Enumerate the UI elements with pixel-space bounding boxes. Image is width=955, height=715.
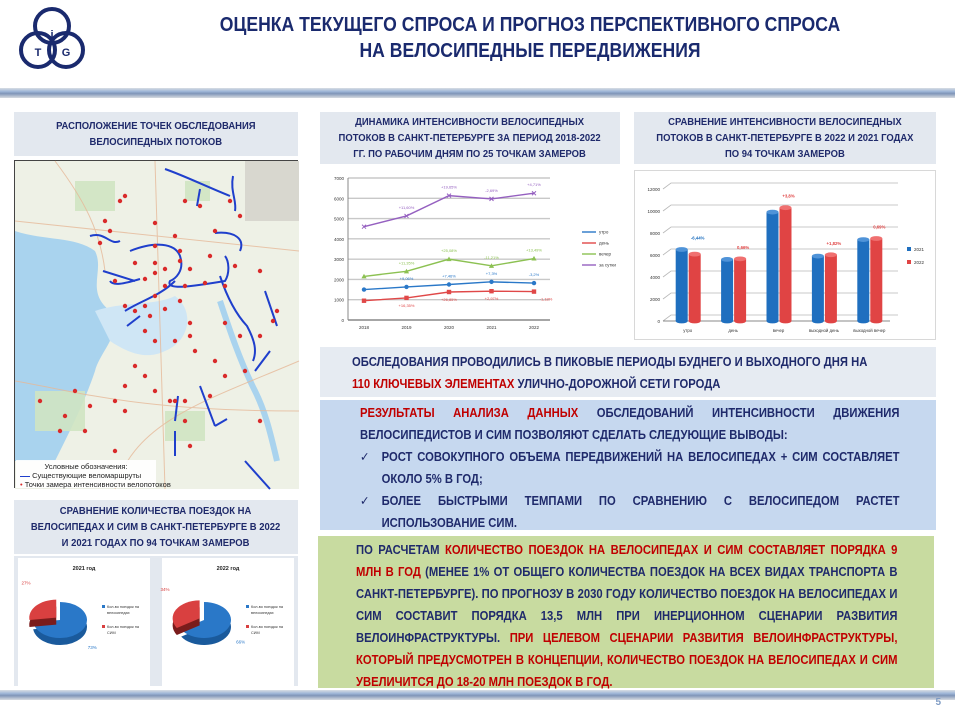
map-legend-title: Условные обозначения: xyxy=(44,462,128,471)
data-label: -2,69% xyxy=(485,187,498,193)
bar-top xyxy=(780,205,792,210)
data-label: +9,06% xyxy=(399,275,414,281)
legend-swatch xyxy=(102,625,105,628)
survey-point xyxy=(275,309,279,313)
route-line-icon xyxy=(20,476,30,477)
bar-base xyxy=(812,319,824,324)
page-title xyxy=(178,12,882,64)
data-point xyxy=(404,285,408,289)
bar-2022 xyxy=(780,208,792,321)
x-tick-label: утро xyxy=(683,328,693,333)
survey-points-map xyxy=(14,160,298,488)
legend-label: СИМ xyxy=(107,631,116,635)
pie-chart-2021 xyxy=(18,558,150,686)
data-label: +2,97% xyxy=(484,296,499,302)
pie-title-line2: ВЕЛОСИПЕДАХ И СИМ В САНКТ-ПЕТЕРБУРГЕ В 2022 xyxy=(31,521,281,533)
pie-title-line1: СРАВНЕНИЕ КОЛИЧЕСТВА ПОЕЗДОК НА xyxy=(60,505,252,517)
bar-title-line1: СРАВНЕНИЕ ИНТЕНСИВНОСТИ ВЕЛОСИПЕДНЫХ xyxy=(668,116,902,128)
bar-2022 xyxy=(870,239,882,322)
survey-point xyxy=(118,199,122,203)
legend-label: Кол-во поездок на xyxy=(251,625,283,629)
survey-point xyxy=(83,429,87,433)
y-tick-label: 4000 xyxy=(649,275,660,280)
map-legend-routes xyxy=(20,471,152,480)
survey-point xyxy=(213,359,217,363)
checkmark-icon: ✓ xyxy=(360,494,370,508)
legend-swatch xyxy=(246,605,249,608)
survey-point xyxy=(133,364,137,368)
map-panel-title xyxy=(14,112,298,156)
legend-label: день xyxy=(599,240,609,246)
survey-point xyxy=(258,269,262,273)
survey-point xyxy=(223,321,227,325)
peak-note-line1: ОБСЛЕДОВАНИЯ ПРОВОДИЛИСЬ В ПИКОВЫЕ ПЕРИОДЫ БУДНЕГО И ВЫХОДНОГО ДНЯ НА xyxy=(352,355,868,369)
survey-periods-note xyxy=(320,347,936,397)
y-tick-label: 3000 xyxy=(333,257,344,263)
survey-point xyxy=(163,307,167,311)
results-bullet-text: БОЛЕЕ БЫСТРЫМИ ТЕМПАМИ ПО СРАВНЕНИЮ С ВЕЛОСИПЕДОМ РАСТЕТ ИСПОЛЬЗОВАНИЕ СИМ. xyxy=(381,494,900,530)
map-park xyxy=(165,411,205,441)
survey-point xyxy=(133,261,137,265)
y-tick-label: 6000 xyxy=(333,196,344,202)
x-tick-label: день xyxy=(728,328,738,333)
survey-point xyxy=(98,241,102,245)
pie-value-label: 66% xyxy=(236,639,246,645)
y-tick-label: 8000 xyxy=(649,231,660,236)
bar-2022 xyxy=(825,255,837,321)
bar-base xyxy=(780,319,792,324)
survey-point xyxy=(153,339,157,343)
pie-title: 2021 год xyxy=(72,566,96,572)
data-point xyxy=(362,299,366,303)
survey-point xyxy=(238,214,242,218)
survey-point xyxy=(223,374,227,378)
survey-point xyxy=(208,394,212,398)
logo-letter-t: T xyxy=(34,47,42,59)
data-label: +7,3% xyxy=(485,270,498,276)
bar-annotation: -6,44% xyxy=(690,235,705,241)
bar-panel-title xyxy=(634,112,936,164)
survey-point xyxy=(188,267,192,271)
survey-point xyxy=(143,374,147,378)
survey-point xyxy=(183,199,187,203)
legend-swatch xyxy=(246,625,249,628)
x-tick-label: 2019 xyxy=(401,325,412,330)
legend-label: 2021 xyxy=(914,247,925,252)
survey-point xyxy=(243,369,247,373)
legend-label: СИМ xyxy=(251,631,260,635)
line-chart xyxy=(318,170,628,335)
map-legend-routes-label: Существующие веломаршруты xyxy=(32,471,142,480)
survey-point xyxy=(213,229,217,233)
bar-base xyxy=(676,319,688,324)
map-legend-points-label: Точки замера интенсивности велопотоков xyxy=(24,480,171,489)
y-tick-label: 1000 xyxy=(333,297,344,303)
page-number: 5 xyxy=(935,697,941,708)
survey-point xyxy=(38,399,42,403)
legend-label: вечер xyxy=(599,251,612,257)
survey-point xyxy=(173,234,177,238)
survey-point xyxy=(58,429,62,433)
survey-point xyxy=(148,314,152,318)
map-park xyxy=(35,391,85,431)
peak-note-highlight: 110 КЛЮЧЕВЫХ ЭЛЕМЕНТАХ xyxy=(352,377,515,391)
bar-top xyxy=(825,252,837,257)
survey-point xyxy=(223,284,227,288)
y-tick-label: 2000 xyxy=(333,277,344,283)
legend-label: Кол-во поездок на xyxy=(107,605,139,609)
logo-letter-i: i xyxy=(50,29,54,41)
survey-point xyxy=(143,304,147,308)
pie-panel-body xyxy=(14,556,298,686)
bar-annotation: +3,8% xyxy=(782,193,795,199)
survey-point xyxy=(188,334,192,338)
map-title-line1: РАСПОЛОЖЕНИЕ ТОЧЕК ОБСЛЕДОВАНИЯ xyxy=(56,120,256,132)
map-park xyxy=(75,181,115,211)
bar-top xyxy=(734,256,746,261)
bar-base xyxy=(734,319,746,324)
survey-point xyxy=(173,399,177,403)
bar-top xyxy=(857,237,869,242)
bar-2021 xyxy=(812,256,824,321)
survey-point xyxy=(113,449,117,453)
line-panel-title xyxy=(320,112,620,164)
data-point xyxy=(532,281,536,285)
survey-point xyxy=(73,389,77,393)
data-label: +11,60% xyxy=(398,204,415,210)
data-label: -3,2% xyxy=(528,272,540,278)
survey-point xyxy=(133,309,137,313)
itg-logo xyxy=(12,4,92,74)
bar-annotation: 0,69% xyxy=(873,224,886,230)
bar-2021 xyxy=(721,259,733,321)
legend-swatch xyxy=(102,605,105,608)
x-tick-label: выходной вечер xyxy=(853,328,886,333)
data-point xyxy=(532,289,536,293)
x-tick-label: 2020 xyxy=(443,325,455,330)
y-tick-label: 2000 xyxy=(649,297,660,302)
data-label: +11,35% xyxy=(398,260,415,266)
bar-2022 xyxy=(734,259,746,321)
survey-point xyxy=(163,284,167,288)
pie-chart-2022 xyxy=(162,558,294,686)
y-tick-label: 12000 xyxy=(647,187,660,192)
survey-point xyxy=(153,261,157,265)
survey-point xyxy=(123,194,127,198)
x-tick-label: 2022 xyxy=(528,325,540,330)
bar-top xyxy=(689,252,701,257)
survey-point xyxy=(188,321,192,325)
y-tick-label: 10000 xyxy=(647,209,660,214)
peak-note-rest: УЛИЧНО-ДОРОЖНОЙ СЕТИ ГОРОДА xyxy=(514,377,721,391)
x-tick-label: 2021 xyxy=(486,325,497,330)
forecast-highlight: ПРИ ЦЕЛЕВОМ СЦЕНАРИИ РАЗВИТИЯ ВЕЛОИНФРАСТРУКТУРЫ, КОТОРЫЙ ПРЕДУСМОТРЕН В КОНЦЕПЦИИ, КОЛИЧЕСТВО ПОЕЗДОК НА ВЕЛОСИПЕДАХ И СИМ УВЕЛИЧИТСЯ ДО 18-20 МЛН ПОЕЗДОК В ГОД. xyxy=(356,631,898,689)
bar-base xyxy=(721,319,733,324)
legend-swatch xyxy=(907,247,911,251)
checkmark-icon: ✓ xyxy=(360,450,370,464)
legend-swatch xyxy=(907,260,911,264)
pie-value-label: 34% xyxy=(160,586,170,592)
x-tick-label: вечер xyxy=(772,328,785,333)
peak-note-line2 xyxy=(352,373,905,395)
gridline xyxy=(663,183,898,189)
bar-top xyxy=(870,236,882,241)
survey-point xyxy=(108,229,112,233)
survey-point xyxy=(178,259,182,263)
survey-point xyxy=(271,319,275,323)
y-tick-label: 0 xyxy=(657,319,660,324)
survey-point xyxy=(88,404,92,408)
results-intro xyxy=(360,402,899,446)
results-highlight: РЕЗУЛЬТАТЫ АНАЛИЗА ДАННЫХ xyxy=(360,406,579,420)
logo-letter-g: G xyxy=(61,47,71,59)
data-label: +16,35% xyxy=(398,302,415,308)
legend-label: 2022 xyxy=(914,260,925,265)
bar-base xyxy=(870,319,882,324)
data-label: +7,46% xyxy=(442,273,456,279)
bar-annotation: +1,82% xyxy=(826,240,842,246)
survey-point xyxy=(183,419,187,423)
point-dot-icon: • xyxy=(20,480,23,489)
legend-label: Кол-во поездок на xyxy=(107,625,139,629)
bar-base xyxy=(857,319,869,324)
results-intro-text: ОБСЛЕДОВАНИЙ ИНТЕНСИВНОСТИ ДВИЖЕНИЯ ВЕЛОСИПЕДИСТОВ И СИМ ПОЗВОЛЯЮТ СДЕЛАТЬ СЛЕДУЮЩИЕ ВЫВОДЫ: xyxy=(360,406,900,442)
survey-point xyxy=(143,277,147,281)
survey-point xyxy=(113,279,117,283)
survey-point xyxy=(238,334,242,338)
data-label: -11,21% xyxy=(484,254,499,260)
pie-title-line3: И 2021 ГОДАХ ПО 94 ТОЧКАМ ЗАМЕРОВ xyxy=(62,537,250,549)
survey-point xyxy=(233,264,237,268)
survey-point xyxy=(258,419,262,423)
y-tick-label: 5000 xyxy=(333,216,344,222)
survey-point xyxy=(163,267,167,271)
data-label: -1,18% xyxy=(539,296,553,302)
survey-point xyxy=(143,329,147,333)
data-point xyxy=(362,287,366,291)
bar-2021 xyxy=(857,240,869,321)
legend-label: за сутки xyxy=(599,262,616,268)
map-legend xyxy=(16,460,171,489)
bar-2022 xyxy=(689,254,701,321)
bar-title-line2: ПОТОКОВ В САНКТ-ПЕТЕРБУРГЕ В 2022 И 2021 ГОДАХ xyxy=(656,132,914,144)
survey-point xyxy=(123,409,127,413)
survey-point xyxy=(168,399,172,403)
survey-point xyxy=(153,221,157,225)
data-point xyxy=(489,289,493,293)
data-point xyxy=(447,282,451,286)
forecast-text: ПО РАСЧЕТАМ xyxy=(356,543,445,557)
bar-base xyxy=(767,319,779,324)
bar-top xyxy=(721,257,733,262)
survey-point xyxy=(183,399,187,403)
bar-title-line3: ПО 94 ТОЧКАМ ЗАМЕРОВ xyxy=(725,148,845,160)
line-title-line2: ПОТОКОВ В САНКТ-ПЕТЕРБУРГЕ ЗА ПЕРИОД 2018-2022 xyxy=(338,132,602,144)
survey-point xyxy=(208,254,212,258)
data-point xyxy=(489,280,493,284)
results-bullet xyxy=(360,490,899,534)
data-label: +25,08% xyxy=(441,248,457,254)
data-label: +4,71% xyxy=(527,182,541,188)
survey-point xyxy=(173,339,177,343)
pie-slice xyxy=(29,600,56,620)
forecast-block xyxy=(318,536,934,688)
y-tick-label: 6000 xyxy=(649,253,660,258)
bar-top xyxy=(676,247,688,252)
y-tick-label: 4000 xyxy=(333,236,344,242)
forecast-highlight: КОЛИЧЕСТВО ПОЕЗДОК НА ВЕЛОСИПЕДАХ И СИМ СОСТАВЛЯЕТ ПОРЯДКА 9 МЛН В ГОД xyxy=(356,543,898,579)
data-label: +19,65% xyxy=(441,184,457,190)
survey-point xyxy=(258,334,262,338)
pie-panel-title xyxy=(14,500,298,554)
bar-2021 xyxy=(767,212,779,321)
footer-divider xyxy=(0,690,955,700)
analysis-results-block xyxy=(320,400,936,530)
results-bullet xyxy=(360,446,899,490)
survey-point xyxy=(153,244,157,248)
survey-point xyxy=(123,384,127,388)
map-legend-points xyxy=(20,480,171,489)
data-point xyxy=(447,290,451,294)
page-title-line2: НА ВЕЛОСИПЕДНЫЕ ПЕРЕДВИЖЕНИЯ xyxy=(359,40,701,62)
pie-value-label: 27% xyxy=(21,580,31,586)
data-label: +26,85% xyxy=(441,297,457,303)
data-label: +13,49% xyxy=(526,247,542,253)
results-bullet-text: РОСТ СОВОКУПНОГО ОБЪЕМА ПЕРЕДВИЖЕНИЙ НА ВЕЛОСИПЕДАХ + СИМ СОСТАВЛЯЕТ ОКОЛО 5% В ГОД; xyxy=(381,450,900,486)
legend-label: велосипедах xyxy=(251,611,274,615)
data-point xyxy=(404,296,408,300)
forecast-text: (МЕНЕЕ 1% ОТ ОБЩЕГО КОЛИЧЕСТВА ПОЕЗДОК НА ВСЕХ ВИДАХ ТРАНСПОРТА В САНКТ-ПЕТЕРБУРГЕ). ПО ПРОГНОЗУ В 2030 ГОДУ КОЛИЧЕСТВО ПОЕЗДОК НА ВЕЛОСИПЕДАХ И СИМ СОСТАВИТ ПОРЯДКА 13,5 МЛН ПРИ ИНЕРЦИОННОМ СЦЕНАРИИ РАЗВИТИЯ ВЕЛОИНФРАСТРУКТУРЫ. xyxy=(356,565,898,645)
survey-point xyxy=(103,219,107,223)
map-graphic xyxy=(15,161,299,489)
survey-point xyxy=(198,204,202,208)
y-tick-label: 7000 xyxy=(333,176,344,181)
legend-label: велосипедах xyxy=(107,611,130,615)
survey-point xyxy=(228,199,232,203)
bar-top xyxy=(812,254,824,259)
survey-point xyxy=(153,389,157,393)
legend-label: Кол-во поездок на xyxy=(251,605,283,609)
survey-point xyxy=(203,281,207,285)
header-divider xyxy=(0,88,955,98)
survey-point xyxy=(188,444,192,448)
map-forest-area xyxy=(245,161,299,221)
y-tick-label: 0 xyxy=(341,318,344,323)
survey-point xyxy=(153,294,157,298)
bar-annotation: 0,66% xyxy=(737,244,750,250)
line-title-line3: ГГ. ПО РАБОЧИМ ДНЯМ ПО 25 ТОЧКАМ ЗАМЕРОВ xyxy=(353,148,587,160)
pie-value-label: 73% xyxy=(87,645,97,651)
pie-title: 2022 год xyxy=(216,566,240,572)
bar-base xyxy=(825,319,837,324)
map-title-line2: ВЕЛОСИПЕДНЫХ ПОТОКОВ xyxy=(89,136,223,148)
line-title-line1: ДИНАМИКА ИНТЕНСИВНОСТИ ВЕЛОСИПЕДНЫХ xyxy=(355,116,585,128)
survey-point xyxy=(183,284,187,288)
survey-point xyxy=(113,399,117,403)
bar-chart xyxy=(634,170,936,340)
survey-point xyxy=(153,271,157,275)
bar-2021 xyxy=(676,250,688,322)
bar-top xyxy=(767,210,779,215)
legend-label: утро xyxy=(599,229,609,235)
survey-point xyxy=(63,414,67,418)
page-title-line1: ОЦЕНКА ТЕКУЩЕГО СПРОСА И ПРОГНОЗ ПЕРСПЕКТИВНОГО СПРОСА xyxy=(219,14,841,36)
bar-base xyxy=(689,319,701,324)
survey-point xyxy=(123,304,127,308)
x-tick-label: выходной день xyxy=(808,328,839,333)
x-tick-label: 2018 xyxy=(358,325,370,330)
survey-point xyxy=(178,299,182,303)
survey-point xyxy=(193,349,197,353)
survey-point xyxy=(178,249,182,253)
